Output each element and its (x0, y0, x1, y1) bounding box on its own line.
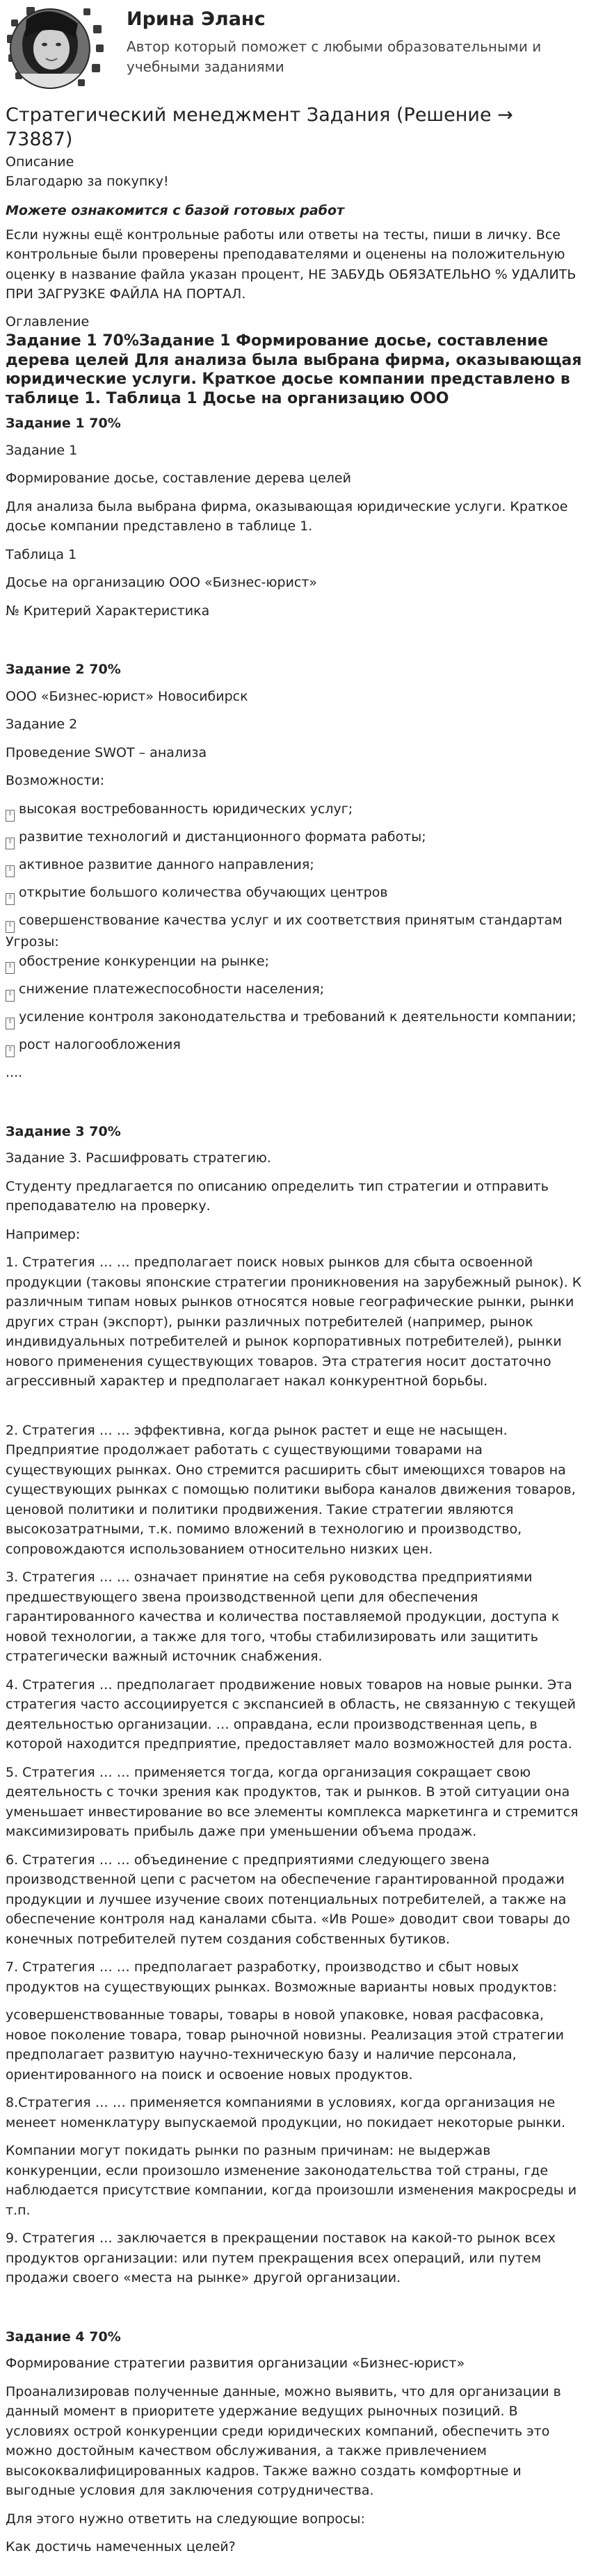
database-notice: Можете ознакомится с базой готовых работ (6, 203, 345, 219)
avatar[interactable] (6, 4, 115, 93)
missing-glyph-icon: ▯ (6, 810, 15, 822)
missing-glyph-icon: ▯ (6, 838, 15, 849)
strategy-item: 3. Стратегия … … означает принятие на себя руководства предприятиями предшествующего звена производственной цепи для обеспечения гарантированного качества и количества поставляемой продукции, доступа к новой технологии, а также для того, чтобы стабилизировать или защитить стратегически важный источник снабжения. (6, 1570, 560, 1665)
strategy-item: 7. Стратегия … … предполагает разработку, производство и сбыт новых продуктов на существующих рынках. Возможные варианты новых продуктов: (6, 1959, 557, 1995)
task3-heading: Задание 3 70% (6, 1123, 121, 1139)
thanks-text: Благодарю за покупку! (6, 173, 169, 189)
author-info (115, 4, 582, 77)
intro-paragraph: Если нужны ещё контрольные работы или ответы на тесты, пиши в личку. Все контрольные были проверены преподавателями и оценены на положительную оценку в название файла указан процент, НЕ ЗАБУДЬ ОБЯЗАТЕЛЬНО % УДАЛИТЬ ПРИ ЗАГРУЗКЕ ФАЙЛА НА ПОРТАЛ. (6, 227, 576, 302)
missing-glyph-icon: ▯ (6, 962, 15, 974)
document-title: Стратегический менеджмент Задания (Решение → 73887) (6, 104, 513, 151)
strategy-item: 4. Стратегия … предполагает продвижение новых товаров на новые рынки. Эта стратегия часто ассоциируется с экспансией в область, не связанную с текущей деятельностью организации. … оправдана, если производственная цепь, в которой находится предприятие, предоставляет мало возможностей для роста. (6, 1677, 576, 1752)
task1-heading: Задание 1 70% (6, 416, 121, 432)
toc-label: Оглавление (6, 313, 90, 329)
task2-line: Проведение SWOT – анализа (6, 744, 207, 760)
task1-line: Задание 1 (6, 442, 78, 458)
task1-line: № Критерий Характеристика (6, 603, 210, 619)
missing-glyph-icon: ▯ (6, 990, 15, 1002)
threat-item: ▯ обострение конкуренции на рынке; (6, 952, 582, 974)
author-name[interactable]: Ирина Эланс (127, 8, 266, 30)
toc-title: Задание 1 70%Задание 1 Формирование досье, составление дерева целей Для анализа была выбрана фирма, оказывающая юридические услуги. Краткое досье компании представлено в таблице 1. Таблица 1 Досье на организацию ООО (6, 332, 582, 407)
task2-line: Возможности: (6, 773, 105, 789)
task4-line: Как достичь намеченных целей? (6, 2539, 236, 2555)
missing-glyph-icon: ▯ (6, 921, 15, 933)
threats-label: Угрозы: (6, 934, 59, 949)
missing-glyph-icon: ▯ (6, 865, 15, 877)
description-label: Описание (6, 154, 74, 170)
task2-heading: Задание 2 70% (6, 662, 121, 678)
opportunity-item: ▯ активное развитие данного направления; (6, 855, 582, 877)
strategy-item: 1. Стратегия … … предполагает поиск новых рынков для сбыта освоенной продукции (таковы японские стратегии проникновения на зарубежный рынок). К различным типам новых рынков относятся новые географические рынки, рынки других стран (экспорт), рынки различных потребителей (например, рынок индивидуальных потребителей и рынок корпоративных потребителей), рынки нового применения существующих товаров. Эта стратегия носит достаточно агрессивный характер и предполагает накал конкурентной борьбы. (6, 1255, 582, 1389)
task4-heading: Задание 4 70% (6, 2329, 121, 2345)
strategy-item: 2. Стратегия … … эффективна, когда рынок растет и еще не насыщен. Предприятие продолжает работать с существующими товарами на существующих рынках. Оно стремится расширить сбыт имеющихся товаров на существующих рынках с помощью политики выбора каналов движения товаров, ценовой политики и политики продвижения. Такие стратегии являются высокозатратными, т.к. помимо вложений в технологию и производство, сопровождаются использованием относительно низких цен. (6, 1422, 576, 1557)
task1-line: Формирование досье, составление дерева целей (6, 471, 351, 487)
ellipsis: .... (6, 1065, 23, 1081)
missing-glyph-icon: ▯ (6, 1045, 15, 1057)
task4-line: Формирование стратегии развития организации «Бизнес-юрист» (6, 2356, 465, 2372)
author-description: Автор который поможет с любыми образовательными и учебными заданиями (127, 38, 542, 76)
opportunity-item: ▯ совершенствование качества услуг и их соответствия принятым стандартам (6, 911, 582, 933)
strategy-item: 8.Стратегия … … применяется компаниями в условиях, когда организация не менеет номенклатуру выпускаемой продукции, но покидает некоторые рынки. (6, 2095, 566, 2130)
strategy-item: 9. Стратегия … заключается в прекращении поставок на какой-то рынок всех продуктов организации: или путем прекращения всех операций, или путем продажи своего «места на рынке» другой организации. (6, 2231, 556, 2286)
missing-glyph-icon: ▯ (6, 893, 15, 905)
opportunity-item: ▯ открытие большого количества обучающих центров (6, 883, 582, 905)
task3-line: Студенту предлагается по описанию определить тип стратегии и отправить преподавателю на проверку. (6, 1178, 549, 1214)
strategy-item: усовершенствованные товары, товары в новой упаковке, новая расфасовка, новое поколение товара, товар рыночной новизны. Реализация этой стратегии предполагает развитую научно-техническую базу и наличие персонала, ориентированного на поиск и освоение новых продуктов. (6, 2007, 564, 2082)
task4-line: Проанализировав полученные данные, можно выявить, что для организации в данный момент в приоритете удержание ведущих рыночных позиций. В условиях острой конкуренции среди юридических компаний, обеспечить это можно достойным качеством обслуживания, а также привлечением высококвалифицированных кадров. Также важно создать комфортные и выгодные условия для заключения сотрудничества. (6, 2383, 561, 2499)
task1-line: Таблица 1 (6, 546, 77, 562)
strategy-item: 6. Стратегия … … объединение с предприятиями следующего звена производственной цепи с расчетом на обеспечение гарантированной продажи продукции и лучшее изучение своих потенциальных потребителей, а также на обеспечение контроля над каналами сбыта. «Ив Роше» доводит свои товары до конечных потребителей путем создания собственных бутиков. (6, 1852, 570, 1947)
missing-glyph-icon: ▯ (6, 1018, 15, 1029)
threat-item: ▯ усиление контроля законодательства и требований к деятельности компании; (6, 1007, 582, 1029)
threat-item: ▯ снижение платежеспособности населения; (6, 979, 582, 1002)
author-header (6, 0, 582, 97)
task3-line: Например: (6, 1226, 81, 1242)
task1-line: Для анализа была выбрана фирма, оказывающая юридические услуги. Краткое досье компании представлено в таблице 1. (6, 498, 568, 535)
task1-line: Досье на организацию ООО «Бизнес-юрист» (6, 575, 318, 591)
opportunity-item: ▯ высокая востребованность юридических услуг; (6, 799, 582, 822)
threat-item: ▯ рост налогообложения (6, 1035, 582, 1057)
task2-line: Задание 2 (6, 717, 78, 733)
task4-line: Для этого нужно ответить на следующие вопросы: (6, 2511, 365, 2527)
avatar-image-icon (6, 4, 115, 93)
strategy-item: 5. Стратегия … … применяется тогда, когда организация сокращает свою деятельность с точки зрения как продуктов, так и рынков. В этой ситуации она уменьшает инвестирование во все элементы комплекса маркетинга и стремится максимизировать прибыль даже при уменьшении объема продаж. (6, 1764, 579, 1840)
strategy-item: Компании могут покидать рынки по разным причинам: не выдержав конкуренции, если произошло изменение законодательства той страны, где наблюдается присутствие компании, когда произошли изменения макросреды и т.п. (6, 2143, 577, 2218)
task2-line: ООО «Бизнес-юрист» Новосибирск (6, 688, 248, 704)
opportunity-item: ▯ развитие технологий и дистанционного формата работы; (6, 827, 582, 849)
task3-line: Задание 3. Расшифровать стратегию. (6, 1150, 271, 1166)
